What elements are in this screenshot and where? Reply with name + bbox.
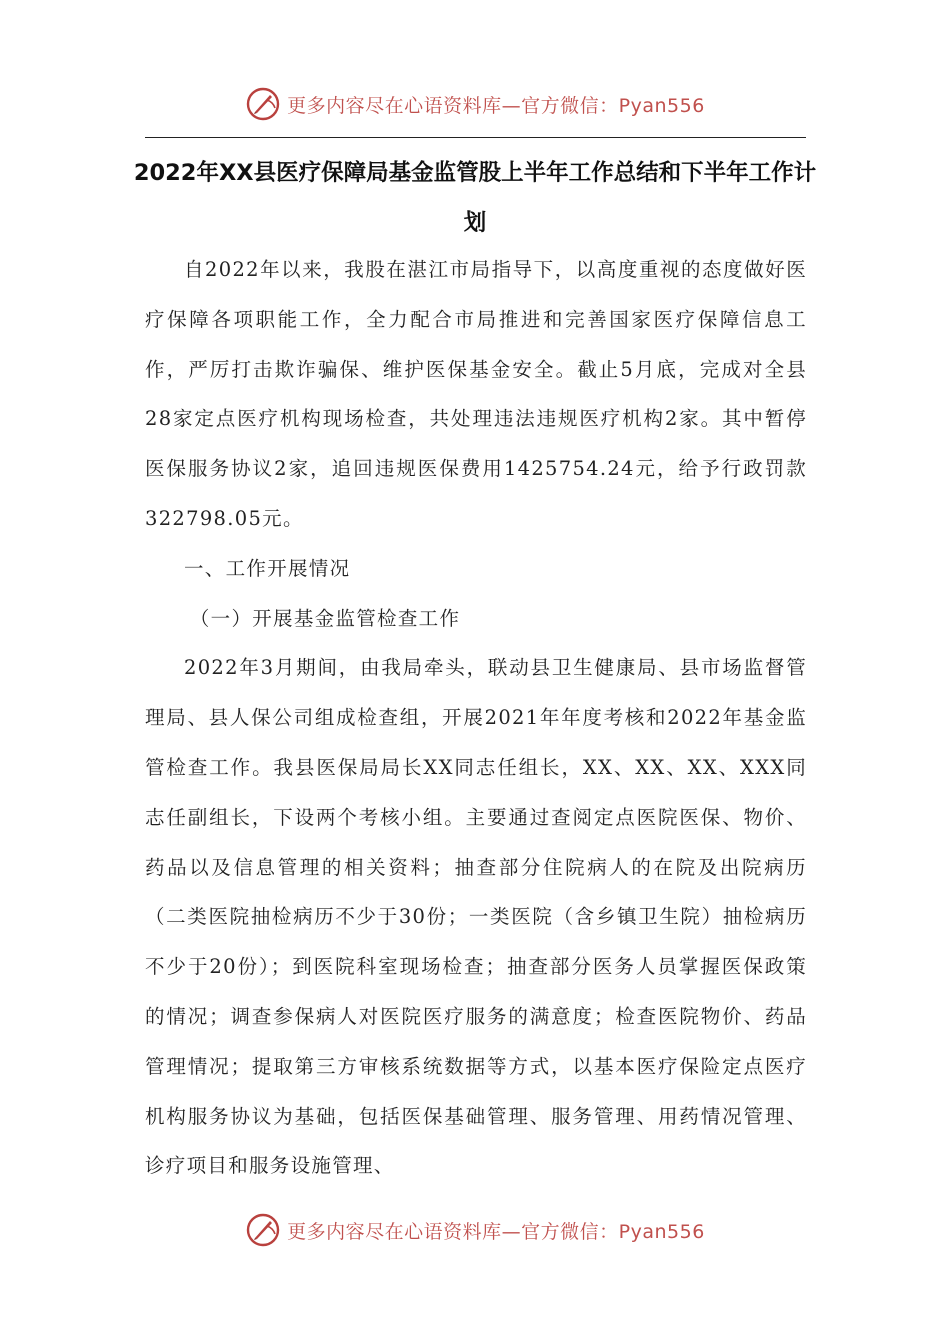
quill-pen-logo-icon [245, 1212, 281, 1248]
quill-pen-logo-icon [245, 86, 281, 122]
intro-paragraph: 自2022年以来，我股在湛江市局指导下，以高度重视的态度做好医疗保障各项职能工作，全力配合市局推进和完善国家医疗保障信息工作，严厉打击欺诈骗保、维护医保基金安全。截止5月底，完成对全县28家定点医疗机构现场检查，共处理违法违规医疗机构2家。其中暂停医保服务协议2家，追回违规医保费用1425754.24元，给予行政罚款322798.05元。 [145, 258, 807, 530]
body-paragraph: 2022年3月期间，由我局牵头，联动县卫生健康局、县市场监督管理局、县人保公司组成检查组，开展2021年年度考核和2022年基金监管检查工作。我县医保局局长XX同志任组长，XX、XX、XX、XXX同志任副组长，下设两个考核小组。主要通过查阅定点医院医保、物价、药品以及信息管理的相关资料；抽查部分住院病人的在院及出院病历（二类医院抽检病历不少于30份；一类医院（含乡镇卫生院）抽检病历不少于20份）；到医院科室现场检查；抽查部分医务人员掌握医保政策的情况；调查参保病人对医院医疗服务的满意度；检查医院物价、药品管理情况；提取第三方审核系统数据等方式，以基本医疗保险定点医疗机构服务协议为基础，包括医保基础管理、服务管理、用药情况管理、诊疗项目和服务设施管理、 [145, 656, 807, 1178]
header-divider [145, 137, 806, 138]
header-watermark [0, 82, 950, 126]
document-body [145, 245, 807, 1191]
footer-watermark [0, 1208, 950, 1252]
subsection-heading: （一）开展基金监管检查工作 [189, 606, 461, 630]
section-heading: 一、工作开展情况 [184, 556, 351, 580]
watermark-text: 更多内容尽在心语资料库—官方微信：Pyan556 [287, 1220, 705, 1243]
document-title: 2022年XX县医疗保障局基金监管股上半年工作总结和下半年工作计划 [133, 160, 817, 236]
watermark-text: 更多内容尽在心语资料库—官方微信：Pyan556 [287, 94, 705, 117]
